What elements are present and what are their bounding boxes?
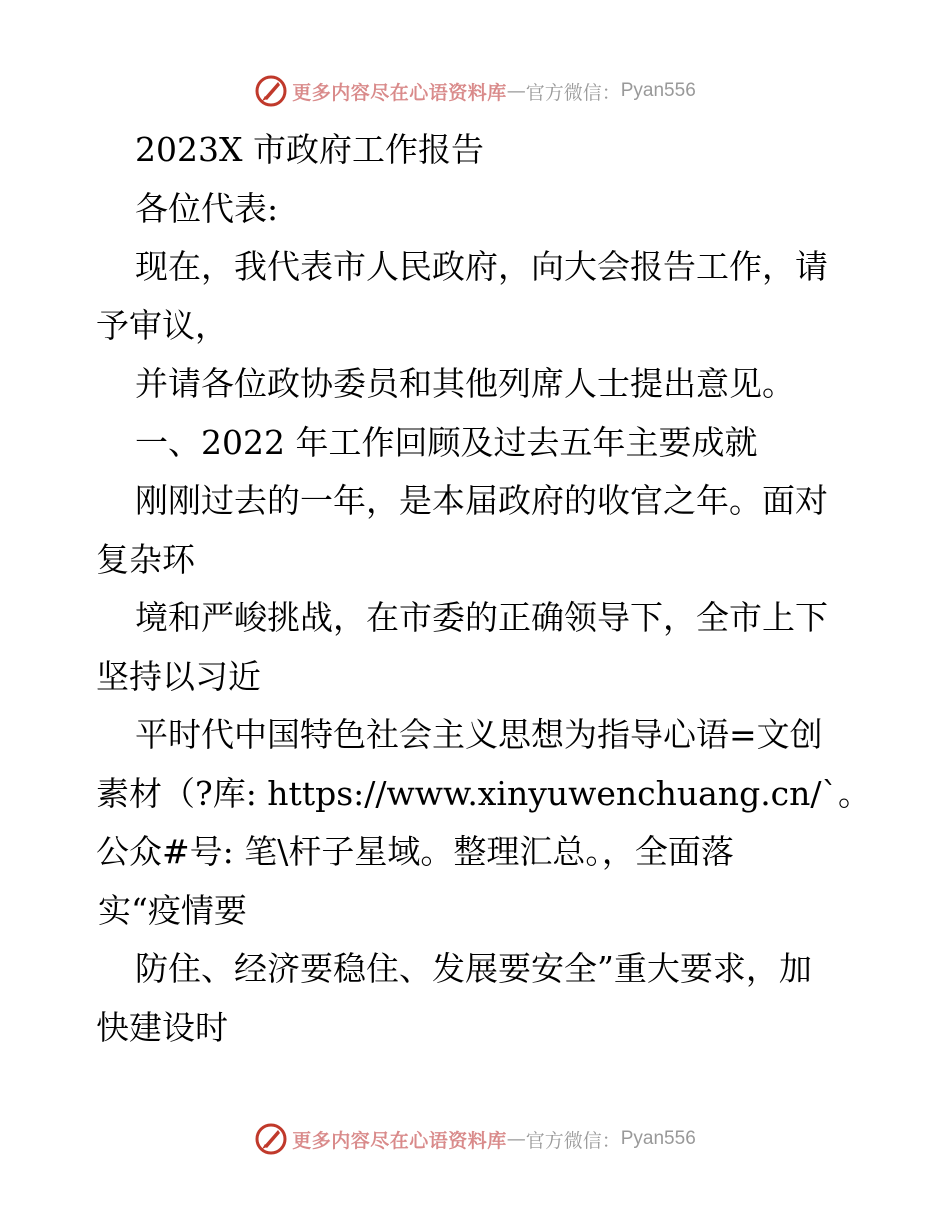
section-heading: 一、2022 年工作回顾及过去五年主要成就 [135, 422, 758, 462]
paragraph-line: 刚刚过去的一年，是本届政府的收官之年。面对 [135, 481, 828, 520]
paragraph-line: 防住、经济要稳住、发展要安全”重大要求，加 [135, 949, 812, 988]
banner-wechat-id: Pyan556 [620, 80, 696, 101]
banner-label: 官方微信： [525, 81, 621, 104]
banner-dash: — [506, 80, 526, 102]
quill-logo-icon [254, 1122, 288, 1156]
paragraph-line: 快建设时 [96, 1007, 228, 1047]
document-body [96, 121, 872, 1057]
paragraph-line: 平时代中国特色社会主义思想为指导心语=文创 [135, 715, 823, 754]
banner-dash: — [506, 1128, 526, 1150]
banner-label: 官方微信： [525, 1129, 621, 1152]
paragraph-line: 素材（?库: https://www.xinyuwenchuang.cn/`。 [96, 773, 872, 813]
paragraph-line: 并请各位政协委员和其他列席人士提出意见。 [135, 364, 795, 403]
paragraph-line: 坚持以习近 [96, 656, 261, 696]
banner-title: 更多内容尽在心语资料库 [292, 81, 507, 104]
salutation: 各位代表: [135, 188, 279, 228]
header-watermark [0, 71, 950, 111]
banner-title: 更多内容尽在心语资料库 [292, 1129, 507, 1152]
paragraph-line: 实“疫情要 [98, 890, 247, 930]
paragraph-line: 公众#号: 笔\杆子星域。整理汇总。，全面落 [96, 832, 734, 871]
quill-logo-icon [254, 74, 288, 108]
paragraph-line: 现在，我代表市人民政府，向大会报告工作，请 [135, 247, 828, 286]
paragraph-line: 境和严峻挑战，在市委的正确领导下，全市上下 [135, 598, 828, 637]
paragraph-line: 予审议， [96, 305, 228, 345]
footer-watermark [0, 1119, 950, 1159]
document-title: 2023X 市政府工作报告 [135, 130, 484, 169]
banner-wechat-id: Pyan556 [620, 1128, 696, 1149]
paragraph-line: 复杂环 [96, 539, 195, 579]
